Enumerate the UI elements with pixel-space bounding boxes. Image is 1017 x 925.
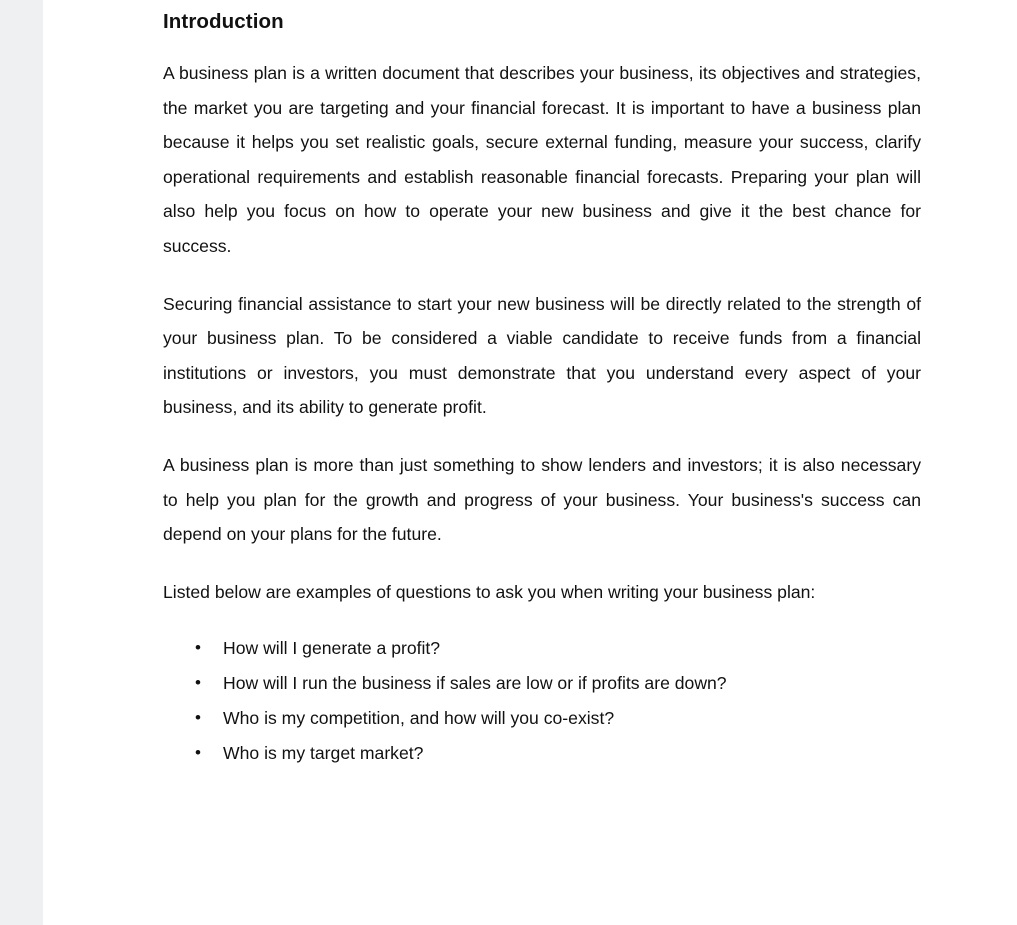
- question-text: How will I run the business if sales are low or if profits are down?: [223, 673, 727, 694]
- paragraph-financial-assistance: Securing financial assistance to start your new business will be directly related to the strength of your business plan. To be considered a viable candidate to receive funds from a financial institutions or investors, you must demonstrate that you understand every aspect of your business, and its ability to generate profit.: [163, 293, 921, 418]
- list-item: [163, 631, 921, 666]
- bullet-icon: •: [195, 673, 201, 693]
- list-item: [163, 701, 921, 736]
- paragraph-plan-for-growth: A business plan is more than just something to show lenders and investors; it is also necessary to help you plan for the growth and progress of your business. Your business's success can depend on your plans for the future.: [163, 454, 921, 545]
- viewer-gutter: [0, 0, 43, 925]
- question-list: [163, 631, 921, 770]
- document-page: [43, 0, 1017, 925]
- paragraph-questions-intro: Listed below are examples of questions to ask you when writing your business plan:: [163, 581, 816, 602]
- list-item: [163, 666, 921, 701]
- question-text: How will I generate a profit?: [223, 638, 441, 659]
- question-text: Who is my target market?: [223, 742, 424, 763]
- bullet-icon: •: [195, 742, 201, 762]
- page-content: [163, 0, 921, 771]
- paragraph-business-plan-definition: A business plan is a written document that describes your business, its objectives and strategies, the market you are targeting and your financial forecast. It is important to have a business plan because it helps you set realistic goals, secure external funding, measure your success, clarify operational requirements and establish reasonable financial forecasts. Preparing your plan will also help you focus on how to operate your new business and give it the best chance for success.: [163, 63, 921, 256]
- list-item: [163, 736, 921, 771]
- section-heading: Introduction: [163, 10, 284, 33]
- bullet-icon: •: [195, 638, 201, 658]
- question-text: Who is my competition, and how will you co-exist?: [223, 707, 615, 728]
- bullet-icon: •: [195, 707, 201, 727]
